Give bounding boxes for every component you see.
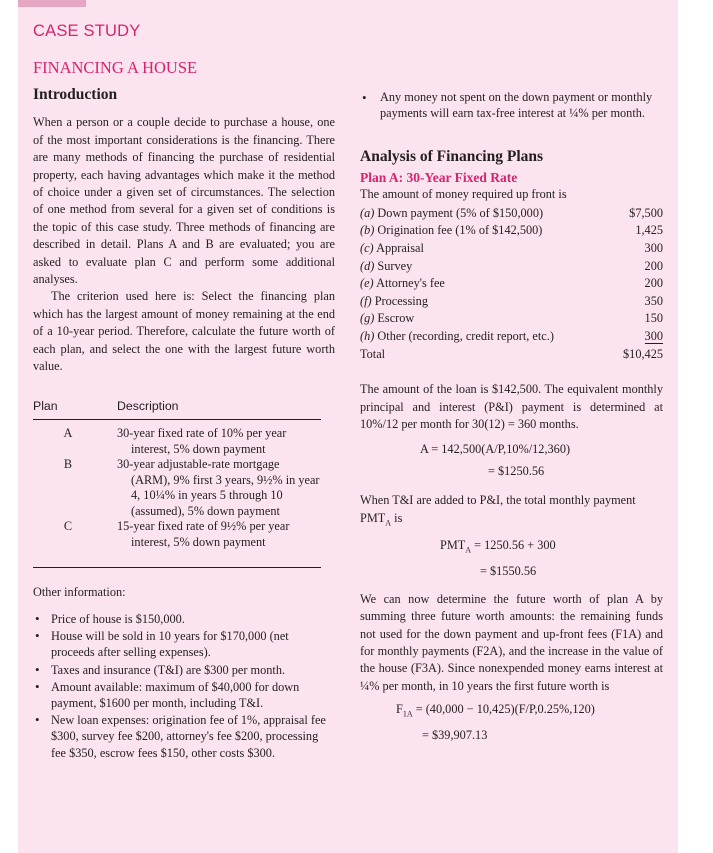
plans-col-description: Description bbox=[117, 398, 321, 420]
equation-pmt-line2: = $1550.56 bbox=[480, 564, 537, 579]
table-row bbox=[360, 310, 663, 328]
cost-value: 150 bbox=[644, 311, 663, 326]
equation-f1a-line1: $F_{1A} = (40,000 - 10,425)(F/P,0.25\%,120)$ bbox=[396, 702, 595, 719]
upfront-cost-table bbox=[360, 205, 663, 363]
cost-label: (f) Processing bbox=[360, 293, 428, 308]
cost-value: 300 bbox=[644, 241, 663, 255]
ti-paragraph: When T&I are added to P&I, the total monthly payment $PMT_A$ is bbox=[360, 493, 636, 528]
cost-label: (h) Other (recording, credit report, etc.) bbox=[360, 328, 554, 343]
future-worth-paragraph: We can now determine the future worth of plan A by summing three future worth amounts: the remaining funds not used for the down payment and up-front fees (F1A) and for monthly payments (F2A), and the increase in the value of the house (F3A). Since nonexpended money earns interest at ¼% per month, in 10 years the first future worth is bbox=[360, 591, 663, 693]
equation-pmt-line1: $PMT_A = 1250.56 + 300$ bbox=[440, 538, 556, 555]
cost-label: (b) Origination fee (1% of $142,500) bbox=[360, 223, 543, 238]
plan-description: 15-year fixed rate of 9½% per year interest, 5% down payment bbox=[117, 519, 321, 567]
other-information-heading: Other information: bbox=[33, 584, 126, 599]
total-label: Total bbox=[360, 346, 386, 361]
loan-paragraph: The amount of the loan is $142,500. The equivalent monthly principal and interest (P&I) payment is determined at 10%/12 per month for 30(12) = 360 months. bbox=[360, 382, 663, 431]
cost-label: (e) Attorney's fee bbox=[360, 276, 445, 291]
list-item: • Taxes and insurance (T&I) are $300 per month. bbox=[33, 662, 335, 678]
equation-pmt bbox=[360, 537, 663, 580]
analysis-heading: Analysis of Financing Plans bbox=[360, 147, 544, 165]
cost-value: $7,500 bbox=[629, 205, 663, 220]
equation-payment-line1: A = 142,500(A/P,10%/12,360) bbox=[420, 442, 571, 457]
cost-value: 1,425 bbox=[635, 223, 663, 238]
equation-payment-line2: = $1250.56 bbox=[488, 463, 545, 478]
cost-label: (g) Escrow bbox=[360, 311, 415, 326]
table-row bbox=[360, 258, 663, 276]
plan-description: 30-year adjustable-rate mortgage (ARM), 9% first 3 years, 9½% in year 4, 10¼% in years 5 through 10 (assumed), 5% down payment bbox=[117, 457, 320, 518]
introduction-section bbox=[33, 86, 335, 376]
top-accent-bar bbox=[18, 0, 86, 7]
table-row bbox=[33, 457, 321, 519]
table-row-total bbox=[360, 346, 663, 364]
plan-a-title: Plan A: 30-Year Fixed Rate bbox=[360, 170, 518, 185]
cost-label: (d) Survey bbox=[360, 258, 413, 273]
plans-table bbox=[33, 398, 321, 568]
equation-f1a-line2: = $39,907.13 bbox=[422, 728, 488, 743]
total-value: $10,425 bbox=[623, 346, 663, 361]
other-information-list-continued bbox=[360, 90, 663, 122]
table-row bbox=[360, 240, 663, 258]
list-item: • Amount available: maximum of $40,000 for down payment, $1600 per month, including T&I. bbox=[33, 679, 335, 711]
equation-f1a bbox=[360, 701, 663, 744]
cost-label: (c) Appraisal bbox=[360, 241, 424, 255]
plan-id: C bbox=[33, 519, 117, 567]
case-study-label: CASE STUDY bbox=[33, 22, 141, 40]
table-row bbox=[360, 222, 663, 240]
intro-paragraph-1: When a person or a couple decide to purchase a house, one of the most important considerations is the financing. There are many methods of financing the purchase of residential property, each having advantages which make it the method of choice under a given set of circumstances. The selection of one method from several for a given set of conditions is the topic of this case study. Three methods of financing are described in detail. Plans A and B are evaluated; you are asked to evaluate plan C and perform some additional analyses. bbox=[33, 115, 335, 287]
other-information-list bbox=[33, 611, 335, 761]
table-row bbox=[33, 419, 321, 457]
cost-value: 300 bbox=[644, 328, 663, 343]
list-item: • Price of house is $150,000. bbox=[33, 611, 335, 627]
cost-value: 350 bbox=[644, 293, 663, 308]
page bbox=[18, 0, 678, 853]
table-row bbox=[360, 205, 663, 223]
list-item: • House will be sold in 10 years for $170,000 (net proceeds after selling expenses). bbox=[33, 628, 335, 660]
table-row bbox=[360, 293, 663, 311]
cost-label: (a) Down payment (5% of $150,000) bbox=[360, 205, 544, 220]
equation-payment bbox=[360, 441, 663, 480]
right-column bbox=[360, 90, 663, 744]
plan-description: 30-year fixed rate of 10% per year interest, 5% down payment bbox=[117, 425, 287, 456]
plan-id: B bbox=[63, 457, 73, 472]
introduction-heading: Introduction bbox=[33, 86, 118, 103]
cost-value: 200 bbox=[644, 276, 663, 291]
cost-value: 200 bbox=[644, 258, 663, 273]
table-row bbox=[33, 519, 321, 567]
plans-col-plan: Plan bbox=[33, 398, 117, 420]
table-row bbox=[360, 328, 663, 346]
list-item: • New loan expenses: origination fee of 1%, appraisal fee $300, survey fee $200, attorney's fee $200, processing fee $350, escrow fees $150, other costs $300. bbox=[33, 712, 335, 761]
list-item: • Any money not spent on the down payment or monthly payments will earn tax-free interest at ¼% per month. bbox=[360, 90, 663, 122]
plan-id: A bbox=[63, 425, 73, 440]
page-title: FINANCING A HOUSE bbox=[33, 58, 198, 77]
table-row bbox=[360, 275, 663, 293]
left-column bbox=[33, 86, 335, 762]
intro-paragraph-2: The criterion used here is: Select the financing plan which has the largest amount of money remaining at the end of a 10-year period. Therefore, calculate the future worth of each plan, and select the one with the largest future worth value. bbox=[33, 289, 335, 374]
upfront-intro: The amount of money required up front is bbox=[360, 187, 567, 202]
